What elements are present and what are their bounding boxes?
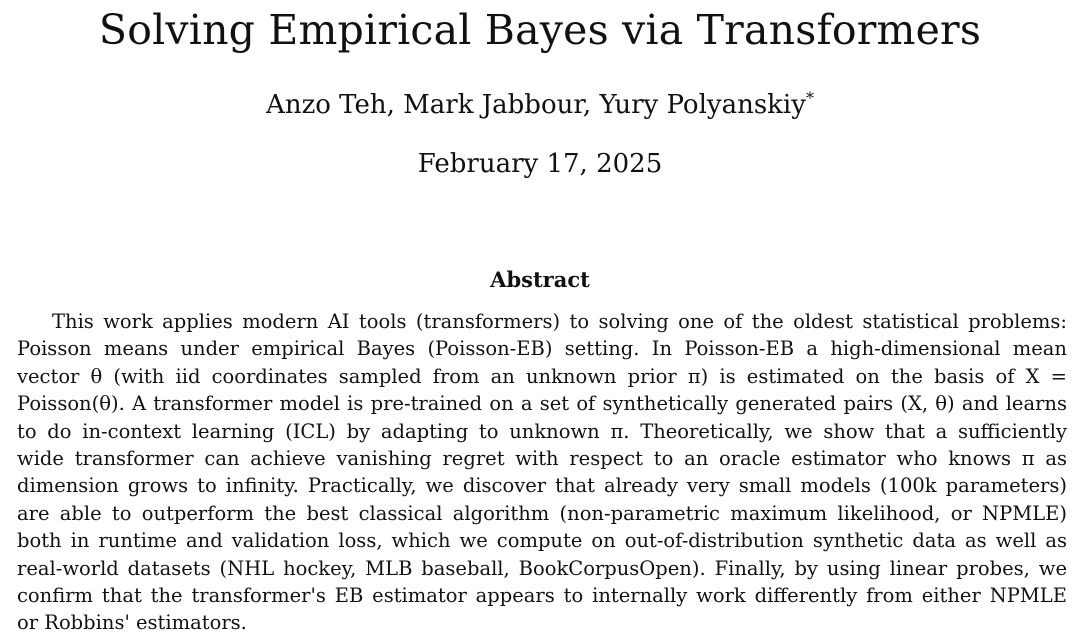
abstract-line: or Robbins' estimators. (17, 611, 247, 635)
abstract-heading: Abstract (490, 267, 590, 292)
paper-title: Solving Empirical Bayes via Transformers (98, 6, 982, 54)
author-names: Anzo Teh, Mark Jabbour, Yury Polyanskiy (266, 90, 806, 120)
paper-authors (0, 89, 1080, 121)
abstract-line: Poisson means under empirical Bayes (Poisson-EB) setting. In Poisson-EB a high-dimensional mean (17, 337, 1067, 361)
abstract-line: This work applies modern AI tools (transformers) to solving one of the oldest statistical problems: (52, 310, 1067, 333)
abstract-line: both in runtime and validation loss, which we compute on out-of-distribution synthetic data as well as (17, 529, 1067, 553)
abstract-line: wide transformer can achieve vanishing regret with respect to an oracle estimator who knows π as (17, 447, 1067, 471)
abstract-body (17, 308, 1067, 637)
author-footnote-mark: * (805, 88, 814, 108)
abstract-line: dimension grows to infinity. Practically, we discover that already very small models (100k parameters) (17, 474, 1067, 498)
abstract-line: Poisson(θ). A transformer model is pre-trained on a set of synthetically generated pairs (X, θ) and learns (17, 392, 1067, 416)
abstract-line: are able to outperform the best classical algorithm (non-parametric maximum likelihood, or NPMLE) (17, 501, 1067, 525)
abstract-line: vector θ (with iid coordinates sampled from an unknown prior π) is estimated on the basis of X = (17, 364, 1067, 388)
paper-date: February 17, 2025 (417, 149, 663, 179)
abstract-line: real-world datasets (NHL hockey, MLB baseball, BookCorpusOpen). Finally, by using linear probes, we (17, 556, 1067, 580)
abstract-line: confirm that the transformer's EB estimator appears to internally work differently from either NPMLE (17, 584, 1067, 608)
abstract-line: to do in-context learning (ICL) by adapting to unknown π. Theoretically, we show that a sufficiently (17, 419, 1067, 443)
